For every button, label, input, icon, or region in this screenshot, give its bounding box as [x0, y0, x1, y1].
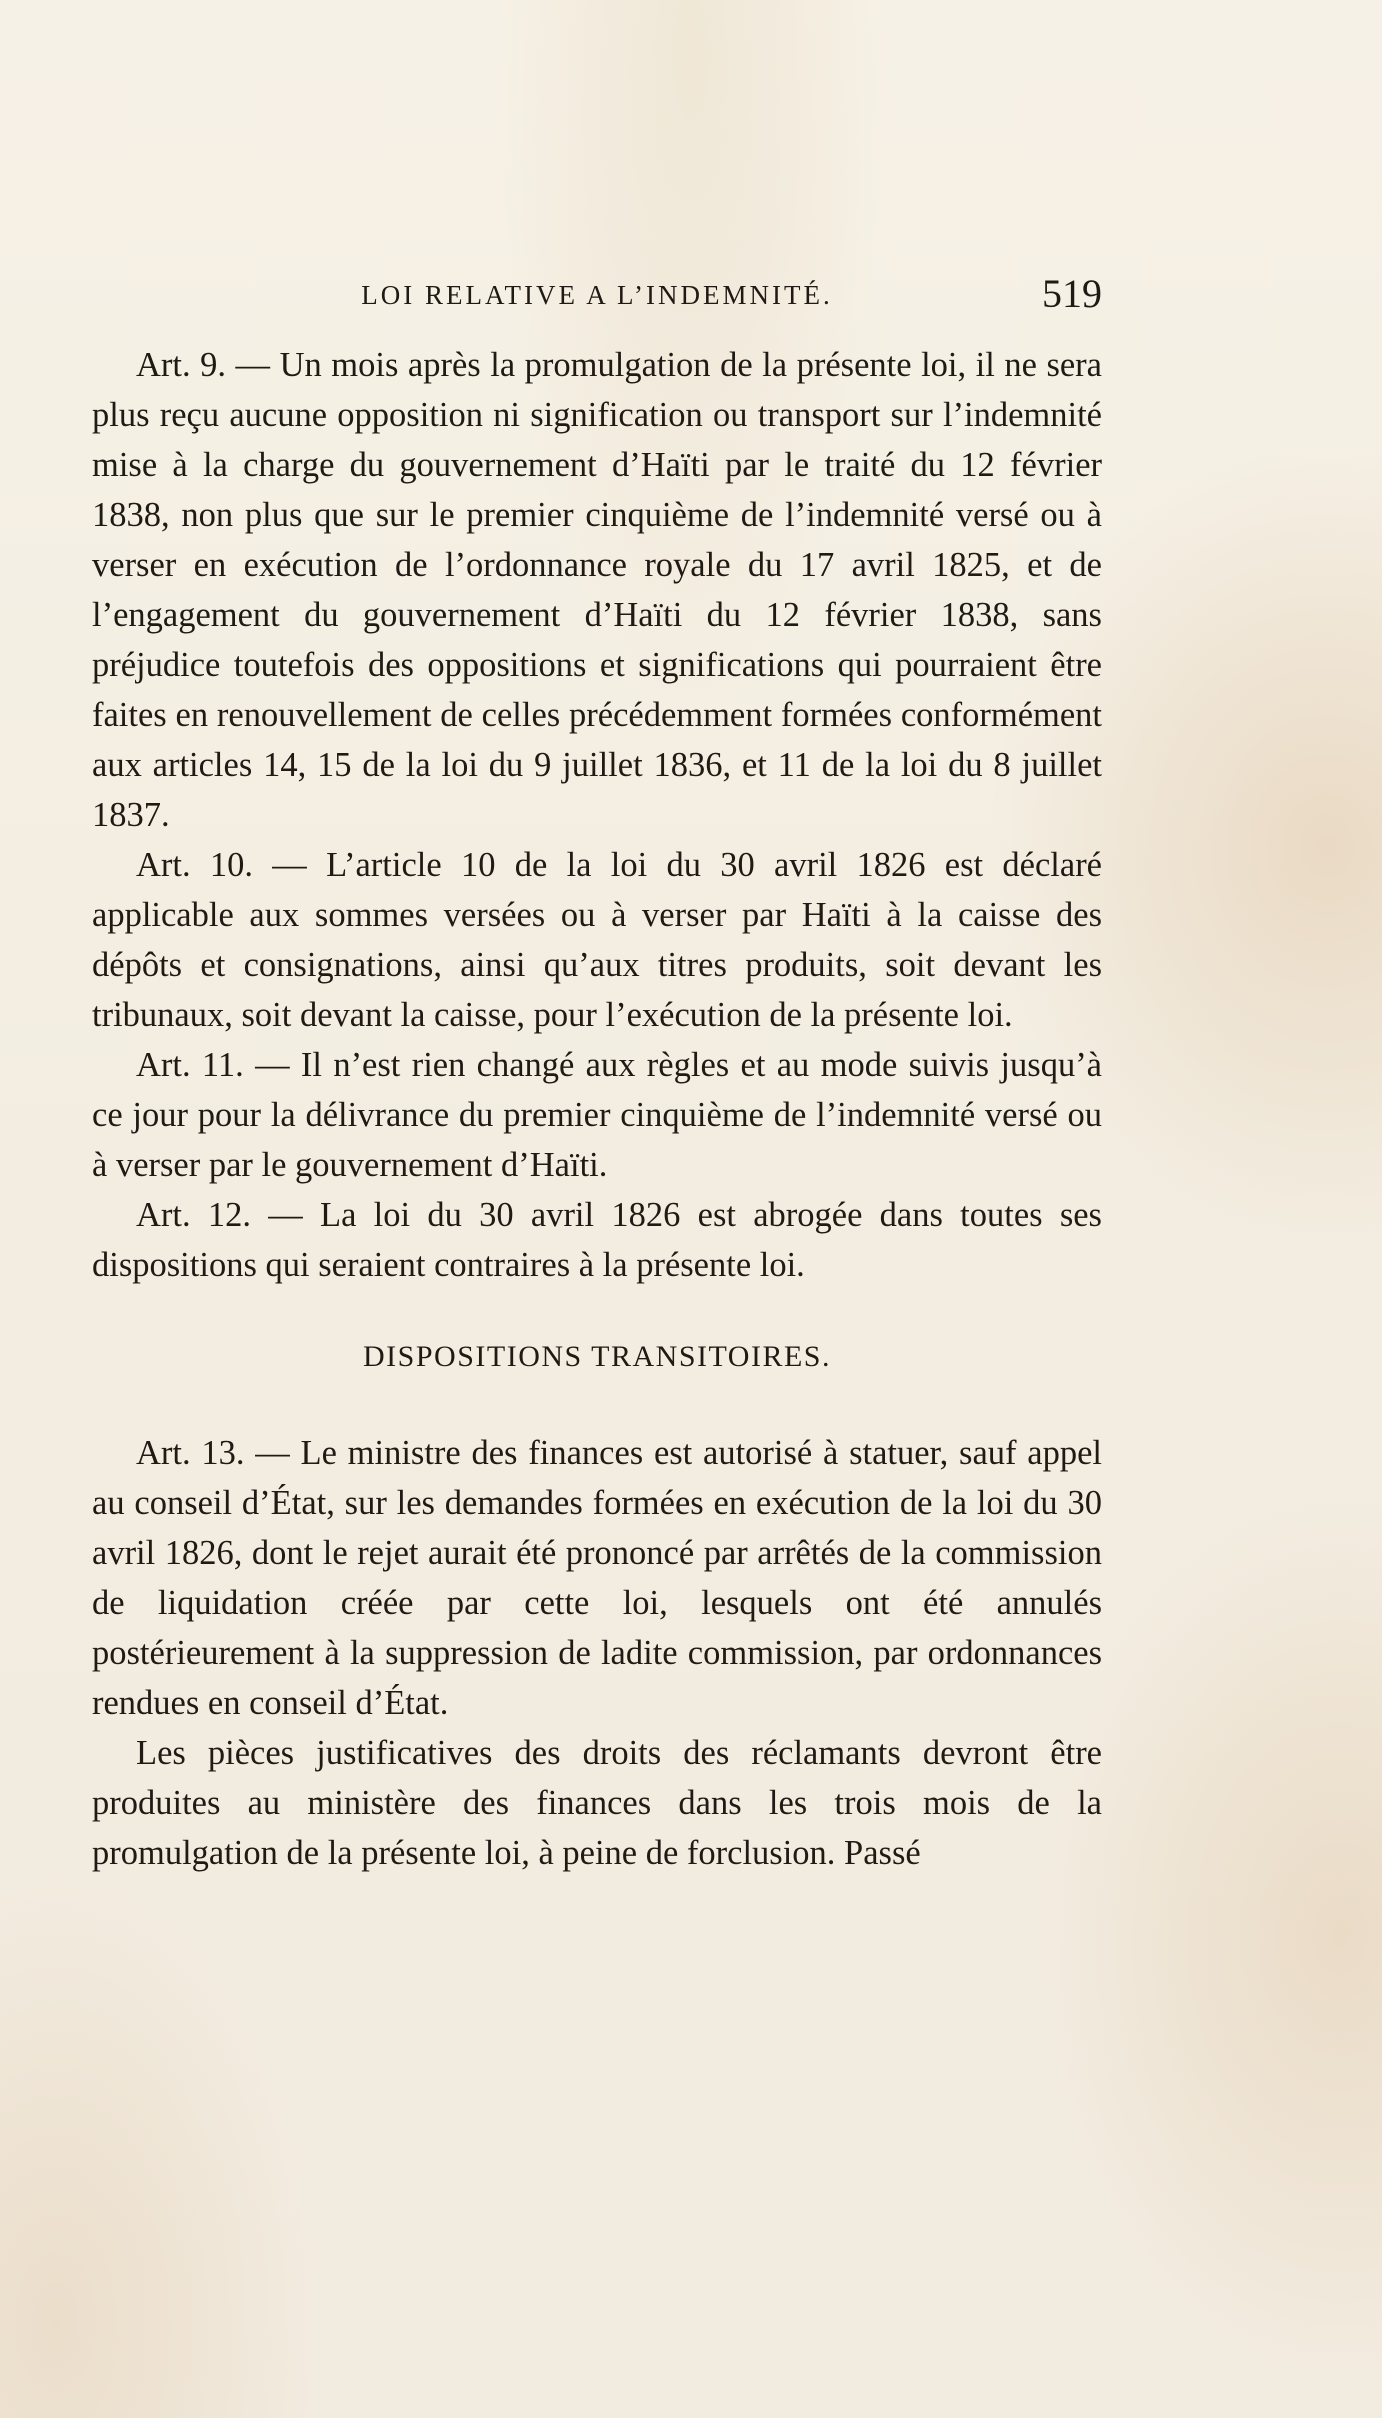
- article-12: Art. 12. — La loi du 30 avril 1826 est abrogée dans toutes ses dispositions qui seraient contraires à la présente loi.: [92, 1196, 1102, 1284]
- article-9: Art. 9. — Un mois après la promulgation de la présente loi, il ne sera plus reçu aucune opposition ni signification ou transport sur l’indemnité mise à la charge du gouvernement d’Haïti par le traité du 12 février 1838, non plus que sur le premier cinquième de l’indemnité versé ou à verser en exécution de l’ordonnance royale du 17 avril 1825, et de l’engagement du gouvernement d’Haïti du 12 février 1838, sans préjudice toutefois des oppositions et significations qui pourraient être faites en renouvellement de celles précédemment formées conformément aux articles 14, 15 de la loi du 9 juillet 1836, et 11 de la loi du 8 juillet 1837.: [92, 346, 1102, 834]
- section-heading: DISPOSITIONS TRANSITOIRES.: [363, 1340, 831, 1373]
- page-number: 519: [1042, 271, 1102, 316]
- running-title: LOI RELATIVE A L’INDEMNITÉ.: [361, 280, 833, 310]
- page-header: [92, 270, 1102, 326]
- body-text: [92, 340, 1102, 1878]
- article-13-continuation: Les pièces justificatives des droits des réclamants devront être produites au ministère des finances dans les trois mois de la promulgation de la présente loi, à peine de forclusion. Passé: [92, 1734, 1102, 1872]
- article-11: Art. 11. — Il n’est rien changé aux règles et au mode suivis jusqu’à ce jour pour la délivrance du premier cinquième de l’indemnité versé ou à verser par le gouvernement d’Haïti.: [92, 1046, 1102, 1184]
- article-13: Art. 13. — Le ministre des finances est autorisé à statuer, sauf appel au conseil d’État, sur les demandes formées en exécution de la loi du 30 avril 1826, dont le rejet aurait été prononcé par arrêtés de la commission de liquidation créée par cette loi, lesquels ont été annulés postérieurement à la suppression de ladite commission, par ordonnances rendues en conseil d’État.: [92, 1434, 1102, 1722]
- article-10: Art. 10. — L’article 10 de la loi du 30 avril 1826 est déclaré applicable aux sommes versées ou à verser par Haïti à la caisse des dépôts et consignations, ainsi qu’aux titres produits, soit devant les tribunaux, soit devant la caisse, pour l’exécution de la présente loi.: [92, 846, 1102, 1034]
